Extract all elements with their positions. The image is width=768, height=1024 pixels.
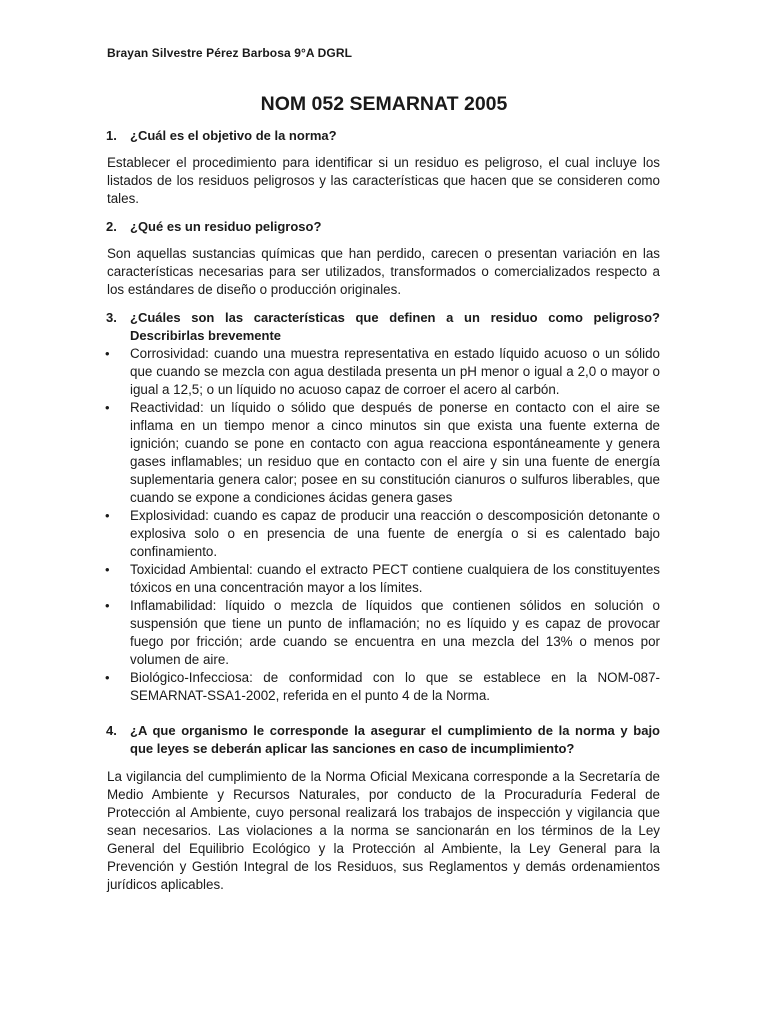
author-line: Brayan Silvestre Pérez Barbosa 9°A DGRL	[107, 46, 353, 60]
bullet-icon: •	[105, 670, 110, 685]
list-item	[105, 597, 660, 669]
question-4	[106, 722, 660, 758]
list-item-text: Reactividad: un líquido o sólido que después de ponerse en contacto con el aire se inflama en un tiempo menor a cinco minutos sin que exista una fuente externa de ignición; cuando se pone en contacto con agua reacciona espontáneamente y genera gases inflamables; un residuo que en contacto con el aire y sin una fuente de energía suplementaria genera calor; posee en su constitución cianuros o sulfuros liberables, que cuando se expone a condiciones ácidas genera gases	[130, 400, 660, 505]
question-text: ¿Cuál es el objetivo de la norma?	[130, 128, 337, 143]
list-item	[105, 345, 660, 399]
bullet-icon: •	[105, 346, 110, 361]
question-2	[106, 218, 660, 236]
answer-1: Establecer el procedimiento para identificar si un residuo es peligroso, el cual incluye los listados de los residuos peligrosos y las características que hacen que se consideren como tales.	[107, 155, 660, 206]
answer-4: La vigilancia del cumplimiento de la Norma Oficial Mexicana corresponde a la Secretaría de Medio Ambiente y Recursos Naturales, por conducto de la Procuraduría Federal de Protección al Ambiente, cuyo personal realizará los trabajos de inspección y vigilancia que sean necesarios. Las violaciones a la norma se sancionarán en los términos de la Ley General del Equilibrio Ecológico y la Protección al Ambiente, la Ley General para la Prevención y Gestión Integral de los Residuos, sus Reglamentos y demás ordenamientos jurídicos aplicables.	[107, 769, 660, 892]
list-item-text: Explosividad: cuando es capaz de producir una reacción o descomposición detonante o explosiva solo o en presencia de una fuente de energía o si es calentado bajo confinamiento.	[130, 508, 660, 559]
bullet-icon: •	[105, 598, 110, 613]
answer-2: Son aquellas sustancias químicas que han perdido, carecen o presentan variación en las características necesarias para ser utilizados, transformados o comercializados respecto a los estándares de diseño o producción originales.	[107, 246, 660, 297]
question-number: 4.	[106, 723, 117, 738]
list-item	[105, 561, 660, 597]
bullet-icon: •	[105, 508, 110, 523]
list-item-text: Corrosividad: cuando una muestra representativa en estado líquido acuoso o un sólido que cuando se mezcla con agua destilada presenta un pH menor o igual a 2,0 o mayor o igual a 12,5; o un líquido no acuoso capaz de corroer el acero al carbón.	[130, 346, 660, 397]
question-number: 3.	[106, 310, 117, 325]
list-item	[105, 507, 660, 561]
document-title: NOM 052 SEMARNAT 2005	[260, 93, 508, 115]
question-text: ¿Qué es un residuo peligroso?	[130, 219, 322, 234]
bullet-icon: •	[105, 400, 110, 415]
question-number: 2.	[106, 219, 117, 234]
question-text: ¿Cuáles son las características que definen a un residuo como peligroso? Describirlas brevemente	[130, 310, 660, 343]
question-number: 1.	[106, 128, 117, 143]
list-item	[105, 669, 660, 705]
question-text: ¿A que organismo le corresponde la asegurar el cumplimiento de la norma y bajo que leyes se deberán aplicar las sanciones en caso de incumplimiento?	[130, 723, 660, 756]
question-3	[106, 309, 660, 345]
list-item-text: Biológico-Infecciosa: de conformidad con lo que se establece en la NOM-087-SEMARNAT-SSA1-2002, referida en el punto 4 de la Norma.	[130, 670, 660, 703]
bullet-icon: •	[105, 562, 110, 577]
list-item-text: Inflamabilidad: líquido o mezcla de líquidos que contienen sólidos en solución o suspensión que tiene un punto de inflamación; no es líquido y es capaz de provocar fuego por fricción; arde cuando se encuentra en una mezcla del 13% o menos por volumen de aire.	[130, 598, 660, 667]
question-1	[106, 127, 660, 145]
list-item	[105, 399, 660, 507]
list-item-text: Toxicidad Ambiental: cuando el extracto PECT contiene cualquiera de los constituyentes tóxicos en una concentración mayor a los límites.	[130, 562, 660, 595]
